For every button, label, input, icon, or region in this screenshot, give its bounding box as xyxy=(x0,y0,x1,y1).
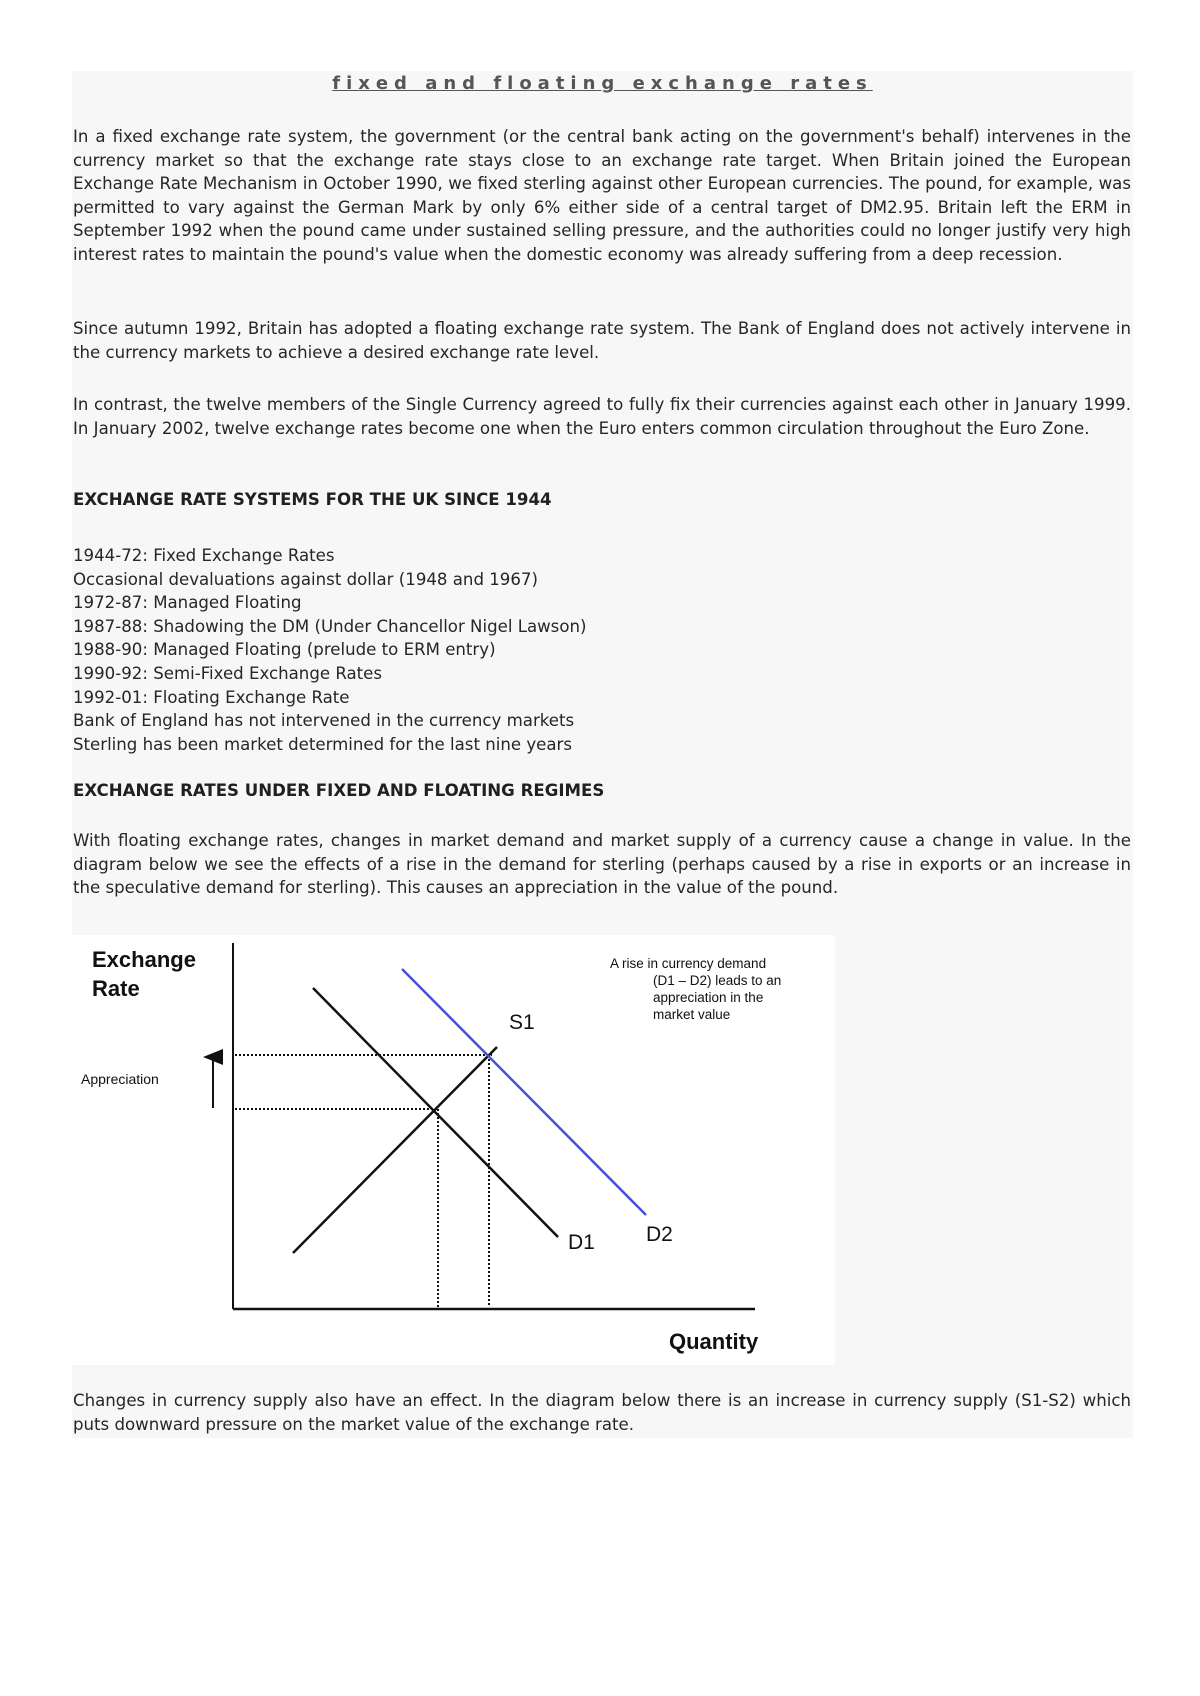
list-item: 1990-92: Semi-Fixed Exchange Rates xyxy=(73,663,383,683)
heading-fixed-floating-regimes: EXCHANGE RATES UNDER FIXED AND FLOATING REGIMES xyxy=(73,781,605,800)
list-item: 1988-90: Managed Floating (prelude to ERM entry) xyxy=(73,640,496,660)
y-axis-label-line1: Exchange xyxy=(92,947,196,972)
exchange-rate-diagram xyxy=(72,935,835,1365)
paragraph-floating-demand: With floating exchange rates, changes in market demand and market supply of a currency cause a change in value. In the diagram below we see the effects of a rise in the demand for sterling (perhaps caused by a rise in exports or an increase in the speculative demand for sterling). This causes an appreciation in the value of the pound. xyxy=(73,831,1131,898)
list-item: Sterling has been market determined for the last nine years xyxy=(73,734,573,754)
paragraph-currency-supply: Changes in currency supply also have an effect. In the diagram below there is an increase in currency supply (S1-S2) which puts downward pressure on the market value of the exchange rate. xyxy=(73,1391,1131,1434)
heading-uk-systems: EXCHANGE RATE SYSTEMS FOR THE UK SINCE 1944 xyxy=(73,490,552,509)
x-axis-label: Quantity xyxy=(669,1329,759,1354)
list-item: 1987-88: Shadowing the DM (Under Chancellor Nigel Lawson) xyxy=(73,616,587,636)
y-axis-label-line2: Rate xyxy=(92,976,140,1001)
paragraph-fixed-rate-system: In a fixed exchange rate system, the government (or the central bank acting on the government's behalf) intervenes in the currency market so that the exchange rate stays close to an exchange rate target. When Britain joined the European Exchange Rate Mechanism in October 1990, we fixed sterling against other European currencies. The pound, for example, was permitted to vary against the German Mark by only 6% either side of a central target of DM2.95. Britain left the ERM in September 1992 when the pound came under sustained selling pressure, and the authorities could no longer justify very high interest rates to maintain the pound's value when the domestic economy was already suffering from a deep recession. xyxy=(73,127,1131,264)
page-title: fixed and floating exchange rates xyxy=(332,73,873,94)
list-item: Bank of England has not intervened in the currency markets xyxy=(73,711,575,731)
list-item: 1972-87: Managed Floating xyxy=(73,593,302,613)
paragraph-single-currency: In contrast, the twelve members of the Single Currency agreed to fully fix their currencies against each other in January 1999. In January 2002, twelve exchange rates become one when the Euro enters common circulation throughout the Euro Zone. xyxy=(73,395,1131,438)
s1-label: S1 xyxy=(509,1011,535,1034)
appreciation-label: Appreciation xyxy=(81,1071,159,1087)
annotation-line-2: (D1 – D2) leads to an xyxy=(653,973,782,988)
annotation-line-3: appreciation in the xyxy=(653,990,764,1005)
list-item: 1944-72: Fixed Exchange Rates xyxy=(73,546,335,565)
annotation-line-4: market value xyxy=(653,1007,731,1022)
supply-curve-s1 xyxy=(293,1047,497,1253)
d2-label: D2 xyxy=(646,1223,673,1246)
list-item: 1992-01: Floating Exchange Rate xyxy=(73,687,350,707)
paragraph-floating-since-1992: Since autumn 1992, Britain has adopted a floating exchange rate system. The Bank of England does not actively intervene in the currency markets to achieve a desired exchange rate level. xyxy=(73,319,1131,362)
timeline-list xyxy=(73,544,586,756)
document-page xyxy=(72,71,1133,1438)
diagram-canvas xyxy=(72,935,835,1365)
annotation-line-1: A rise in currency demand xyxy=(610,956,767,971)
d1-label: D1 xyxy=(568,1231,595,1254)
list-item: Occasional devaluations against dollar (1948 and 1967) xyxy=(73,569,538,589)
